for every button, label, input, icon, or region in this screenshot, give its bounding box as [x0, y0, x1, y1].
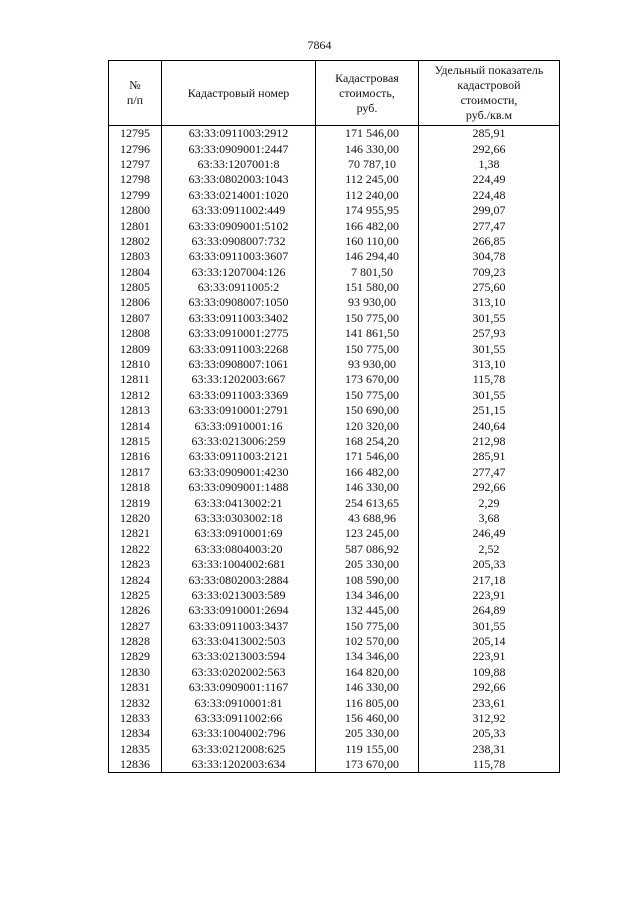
table-row [109, 680, 560, 695]
row-number-cell: 12825 [109, 588, 162, 603]
row-number-cell: 12814 [109, 418, 162, 433]
cadastral-number-cell: 63:33:0910001:81 [162, 695, 316, 710]
unit-cost-cell: 301,55 [419, 388, 560, 403]
unit-cost-cell: 299,07 [419, 203, 560, 218]
cadastral-number-cell: 63:33:1207004:126 [162, 265, 316, 280]
unit-cost-cell: 205,33 [419, 726, 560, 741]
cadastral-number-cell: 63:33:1004002:681 [162, 557, 316, 572]
unit-cost-cell: 301,55 [419, 311, 560, 326]
cadastral-cost-cell: 150 775,00 [316, 341, 419, 356]
table-row [109, 665, 560, 680]
table-row [109, 126, 560, 142]
cadastral-cost-cell: 166 482,00 [316, 218, 419, 233]
table-row [109, 157, 560, 172]
row-number-cell: 12800 [109, 203, 162, 218]
table-row [109, 249, 560, 264]
row-number-cell: 12820 [109, 511, 162, 526]
table-row [109, 295, 560, 310]
unit-cost-cell: 709,23 [419, 265, 560, 280]
table-row [109, 403, 560, 418]
header-line: стоимость, [339, 85, 395, 100]
unit-cost-cell: 292,66 [419, 141, 560, 156]
table-row [109, 480, 560, 495]
cadastral-number-cell: 63:33:0910001:2775 [162, 326, 316, 341]
row-number-cell: 12816 [109, 449, 162, 464]
table-row [109, 603, 560, 618]
cadastral-cost-cell: 70 787,10 [316, 157, 419, 172]
cadastral-cost-cell: 205 330,00 [316, 557, 419, 572]
row-number-cell: 12836 [109, 757, 162, 773]
table-row [109, 726, 560, 741]
unit-cost-cell: 251,15 [419, 403, 560, 418]
row-number-cell: 12824 [109, 572, 162, 587]
row-number-cell: 12833 [109, 711, 162, 726]
cadastral-cost-cell: 146 330,00 [316, 141, 419, 156]
row-number-cell: 12821 [109, 526, 162, 541]
cadastral-number-cell: 63:33:0303002:18 [162, 511, 316, 526]
table-row [109, 511, 560, 526]
cadastral-cost-cell: 134 346,00 [316, 588, 419, 603]
cadastral-number-cell: 63:33:0802003:2884 [162, 572, 316, 587]
header-cadastral-cost [316, 61, 419, 126]
cadastral-number-cell: 63:33:0911003:3402 [162, 311, 316, 326]
unit-cost-cell: 238,31 [419, 742, 560, 757]
row-number-cell: 12807 [109, 311, 162, 326]
cadastral-cost-cell: 119 155,00 [316, 742, 419, 757]
unit-cost-cell: 277,47 [419, 218, 560, 233]
row-number-cell: 12812 [109, 388, 162, 403]
unit-cost-cell: 2,52 [419, 542, 560, 557]
cadastral-number-cell: 63:33:0413002:21 [162, 495, 316, 510]
header-line: п/п [126, 93, 144, 107]
cadastral-number-cell: 63:33:1004002:796 [162, 726, 316, 741]
cadastral-cost-cell: 132 445,00 [316, 603, 419, 618]
cadastral-number-cell: 63:33:0911003:3369 [162, 388, 316, 403]
unit-cost-cell: 224,49 [419, 172, 560, 187]
row-number-cell: 12802 [109, 234, 162, 249]
cadastral-cost-cell: 116 805,00 [316, 695, 419, 710]
table-row [109, 634, 560, 649]
row-number-cell: 12830 [109, 665, 162, 680]
unit-cost-cell: 109,88 [419, 665, 560, 680]
row-number-cell: 12803 [109, 249, 162, 264]
header-line: руб./кв.м [465, 108, 513, 122]
cadastral-number-cell: 63:33:0911003:3437 [162, 619, 316, 634]
unit-cost-cell: 212,98 [419, 434, 560, 449]
cadastral-cost-cell: 112 240,00 [316, 188, 419, 203]
row-number-cell: 12808 [109, 326, 162, 341]
table-row [109, 418, 560, 433]
cadastral-cost-cell: 168 254,20 [316, 434, 419, 449]
cadastral-number-cell: 63:33:0908007:1061 [162, 357, 316, 372]
cadastral-cost-cell: 102 570,00 [316, 634, 419, 649]
table-row [109, 341, 560, 356]
row-number-cell: 12811 [109, 372, 162, 387]
cadastral-number-cell: 63:33:0212008:625 [162, 742, 316, 757]
row-number-cell: 12796 [109, 141, 162, 156]
row-number-cell: 12818 [109, 480, 162, 495]
cadastral-cost-cell: 151 580,00 [316, 280, 419, 295]
table-row [109, 542, 560, 557]
cadastral-value-table [108, 60, 560, 773]
cadastral-number-cell: 63:33:1202003:634 [162, 757, 316, 773]
cadastral-number-cell: 63:33:0910001:2694 [162, 603, 316, 618]
cadastral-number-cell: 63:33:0413002:503 [162, 634, 316, 649]
row-number-cell: 12798 [109, 172, 162, 187]
table-row [109, 695, 560, 710]
cadastral-cost-cell: 254 613,65 [316, 495, 419, 510]
cadastral-cost-cell: 150 775,00 [316, 388, 419, 403]
cadastral-cost-cell: 150 690,00 [316, 403, 419, 418]
header-line: кадастровой [457, 78, 521, 92]
cadastral-cost-cell: 112 245,00 [316, 172, 419, 187]
table-body [109, 126, 560, 773]
table-row [109, 265, 560, 280]
header-line: № [129, 78, 141, 92]
cadastral-cost-cell: 146 294,40 [316, 249, 419, 264]
cadastral-number-cell: 63:33:0911005:2 [162, 280, 316, 295]
cadastral-cost-cell: 166 482,00 [316, 465, 419, 480]
unit-cost-cell: 223,91 [419, 588, 560, 603]
row-number-cell: 12827 [109, 619, 162, 634]
unit-cost-cell: 115,78 [419, 757, 560, 773]
cadastral-number-cell: 63:33:0909001:1488 [162, 480, 316, 495]
row-number-cell: 12805 [109, 280, 162, 295]
unit-cost-cell: 301,55 [419, 341, 560, 356]
table-row [109, 172, 560, 187]
header-line: стоимости, [460, 93, 518, 107]
unit-cost-cell: 304,78 [419, 249, 560, 264]
header-line: Кадастровая [335, 70, 399, 85]
unit-cost-cell: 233,61 [419, 695, 560, 710]
header-unit-cost [419, 61, 560, 126]
page-number: 7864 [307, 38, 332, 52]
cadastral-number-cell: 63:33:0908007:1050 [162, 295, 316, 310]
cadastral-cost-cell: 43 688,96 [316, 511, 419, 526]
table-row [109, 388, 560, 403]
cadastral-number-cell: 63:33:0911002:66 [162, 711, 316, 726]
header-row-number [109, 61, 162, 126]
cadastral-number-cell: 63:33:0909001:4230 [162, 465, 316, 480]
cadastral-cost-cell: 141 861,50 [316, 326, 419, 341]
unit-cost-cell: 312,92 [419, 711, 560, 726]
row-number-cell: 12809 [109, 341, 162, 356]
cadastral-cost-cell: 156 460,00 [316, 711, 419, 726]
cadastral-number-cell: 63:33:0908007:732 [162, 234, 316, 249]
table-row [109, 465, 560, 480]
cadastral-cost-cell: 173 670,00 [316, 757, 419, 773]
unit-cost-cell: 223,91 [419, 649, 560, 664]
cadastral-number-cell: 63:33:0202002:563 [162, 665, 316, 680]
unit-cost-cell: 264,89 [419, 603, 560, 618]
unit-cost-cell: 313,10 [419, 295, 560, 310]
cadastral-number-cell: 63:33:0911003:2121 [162, 449, 316, 464]
cadastral-number-cell: 63:33:0213006:259 [162, 434, 316, 449]
cadastral-number-cell: 63:33:0910001:16 [162, 418, 316, 433]
row-number-cell: 12795 [109, 126, 162, 142]
row-number-cell: 12831 [109, 680, 162, 695]
table-row [109, 572, 560, 587]
cadastral-cost-cell: 108 590,00 [316, 572, 419, 587]
cadastral-number-cell: 63:33:0802003:1043 [162, 172, 316, 187]
table-row [109, 649, 560, 664]
table-row [109, 218, 560, 233]
table-header-row [109, 61, 560, 126]
unit-cost-cell: 285,91 [419, 449, 560, 464]
table-row [109, 372, 560, 387]
cadastral-cost-cell: 160 110,00 [316, 234, 419, 249]
row-number-cell: 12804 [109, 265, 162, 280]
cadastral-number-cell: 63:33:0910001:2791 [162, 403, 316, 418]
row-number-cell: 12823 [109, 557, 162, 572]
cadastral-number-cell: 63:33:0911003:3607 [162, 249, 316, 264]
cadastral-cost-cell: 93 930,00 [316, 357, 419, 372]
table-row [109, 588, 560, 603]
cadastral-number-cell: 63:33:1207001:8 [162, 157, 316, 172]
table-row [109, 449, 560, 464]
row-number-cell: 12832 [109, 695, 162, 710]
row-number-cell: 12810 [109, 357, 162, 372]
unit-cost-cell: 301,55 [419, 619, 560, 634]
unit-cost-cell: 205,14 [419, 634, 560, 649]
unit-cost-cell: 313,10 [419, 357, 560, 372]
unit-cost-cell: 115,78 [419, 372, 560, 387]
table-row [109, 141, 560, 156]
row-number-cell: 12813 [109, 403, 162, 418]
cadastral-number-cell: 63:33:0213003:589 [162, 588, 316, 603]
cadastral-cost-cell: 146 330,00 [316, 480, 419, 495]
unit-cost-cell: 285,91 [419, 126, 560, 142]
header-line: Удельный показатель [434, 63, 544, 77]
table-row [109, 203, 560, 218]
cadastral-number-cell: 63:33:0909001:1167 [162, 680, 316, 695]
row-number-cell: 12817 [109, 465, 162, 480]
cadastral-cost-cell: 171 546,00 [316, 126, 419, 142]
cadastral-cost-cell: 123 245,00 [316, 526, 419, 541]
table-row [109, 357, 560, 372]
row-number-cell: 12806 [109, 295, 162, 310]
table-row [109, 188, 560, 203]
cadastral-number-cell: 63:33:1202003:667 [162, 372, 316, 387]
cadastral-cost-cell: 171 546,00 [316, 449, 419, 464]
cadastral-cost-cell: 120 320,00 [316, 418, 419, 433]
unit-cost-cell: 266,85 [419, 234, 560, 249]
cadastral-number-cell: 63:33:0909001:2447 [162, 141, 316, 156]
row-number-cell: 12815 [109, 434, 162, 449]
table-row [109, 526, 560, 541]
row-number-cell: 12822 [109, 542, 162, 557]
unit-cost-cell: 1,38 [419, 157, 560, 172]
unit-cost-cell: 292,66 [419, 680, 560, 695]
cadastral-cost-cell: 205 330,00 [316, 726, 419, 741]
row-number-cell: 12797 [109, 157, 162, 172]
cadastral-cost-cell: 173 670,00 [316, 372, 419, 387]
table-row [109, 557, 560, 572]
unit-cost-cell: 246,49 [419, 526, 560, 541]
table-row [109, 495, 560, 510]
cadastral-cost-cell: 93 930,00 [316, 295, 419, 310]
table-row [109, 757, 560, 773]
unit-cost-cell: 217,18 [419, 572, 560, 587]
cadastral-cost-cell: 150 775,00 [316, 311, 419, 326]
cadastral-number-cell: 63:33:0910001:69 [162, 526, 316, 541]
header-line: руб. [356, 100, 378, 115]
unit-cost-cell: 275,60 [419, 280, 560, 295]
cadastral-number-cell: 63:33:0214001:1020 [162, 188, 316, 203]
table-row [109, 742, 560, 757]
cadastral-cost-cell: 164 820,00 [316, 665, 419, 680]
unit-cost-cell: 205,33 [419, 557, 560, 572]
cadastral-cost-cell: 146 330,00 [316, 680, 419, 695]
row-number-cell: 12835 [109, 742, 162, 757]
cadastral-number-cell: 63:33:0911003:2268 [162, 341, 316, 356]
unit-cost-cell: 257,93 [419, 326, 560, 341]
row-number-cell: 12828 [109, 634, 162, 649]
table-row [109, 234, 560, 249]
cadastral-number-cell: 63:33:0911003:2912 [162, 126, 316, 142]
table-row [109, 711, 560, 726]
row-number-cell: 12829 [109, 649, 162, 664]
row-number-cell: 12834 [109, 726, 162, 741]
table-row [109, 619, 560, 634]
unit-cost-cell: 240,64 [419, 418, 560, 433]
header-cadastral-number [162, 61, 316, 126]
cadastral-number-cell: 63:33:0911002:449 [162, 203, 316, 218]
cadastral-number-cell: 63:33:0804003:20 [162, 542, 316, 557]
cadastral-cost-cell: 134 346,00 [316, 649, 419, 664]
header-line: Кадастровый номер [187, 85, 290, 100]
unit-cost-cell: 277,47 [419, 465, 560, 480]
cadastral-number-cell: 63:33:0909001:5102 [162, 218, 316, 233]
row-number-cell: 12799 [109, 188, 162, 203]
unit-cost-cell: 2,29 [419, 495, 560, 510]
row-number-cell: 12819 [109, 495, 162, 510]
cadastral-cost-cell: 587 086,92 [316, 542, 419, 557]
unit-cost-cell: 292,66 [419, 480, 560, 495]
cadastral-number-cell: 63:33:0213003:594 [162, 649, 316, 664]
unit-cost-cell: 3,68 [419, 511, 560, 526]
table-row [109, 280, 560, 295]
table-row [109, 326, 560, 341]
table-row [109, 311, 560, 326]
unit-cost-cell: 224,48 [419, 188, 560, 203]
table-row [109, 434, 560, 449]
cadastral-cost-cell: 7 801,50 [316, 265, 419, 280]
cadastral-cost-cell: 150 775,00 [316, 619, 419, 634]
row-number-cell: 12801 [109, 218, 162, 233]
row-number-cell: 12826 [109, 603, 162, 618]
cadastral-cost-cell: 174 955,95 [316, 203, 419, 218]
